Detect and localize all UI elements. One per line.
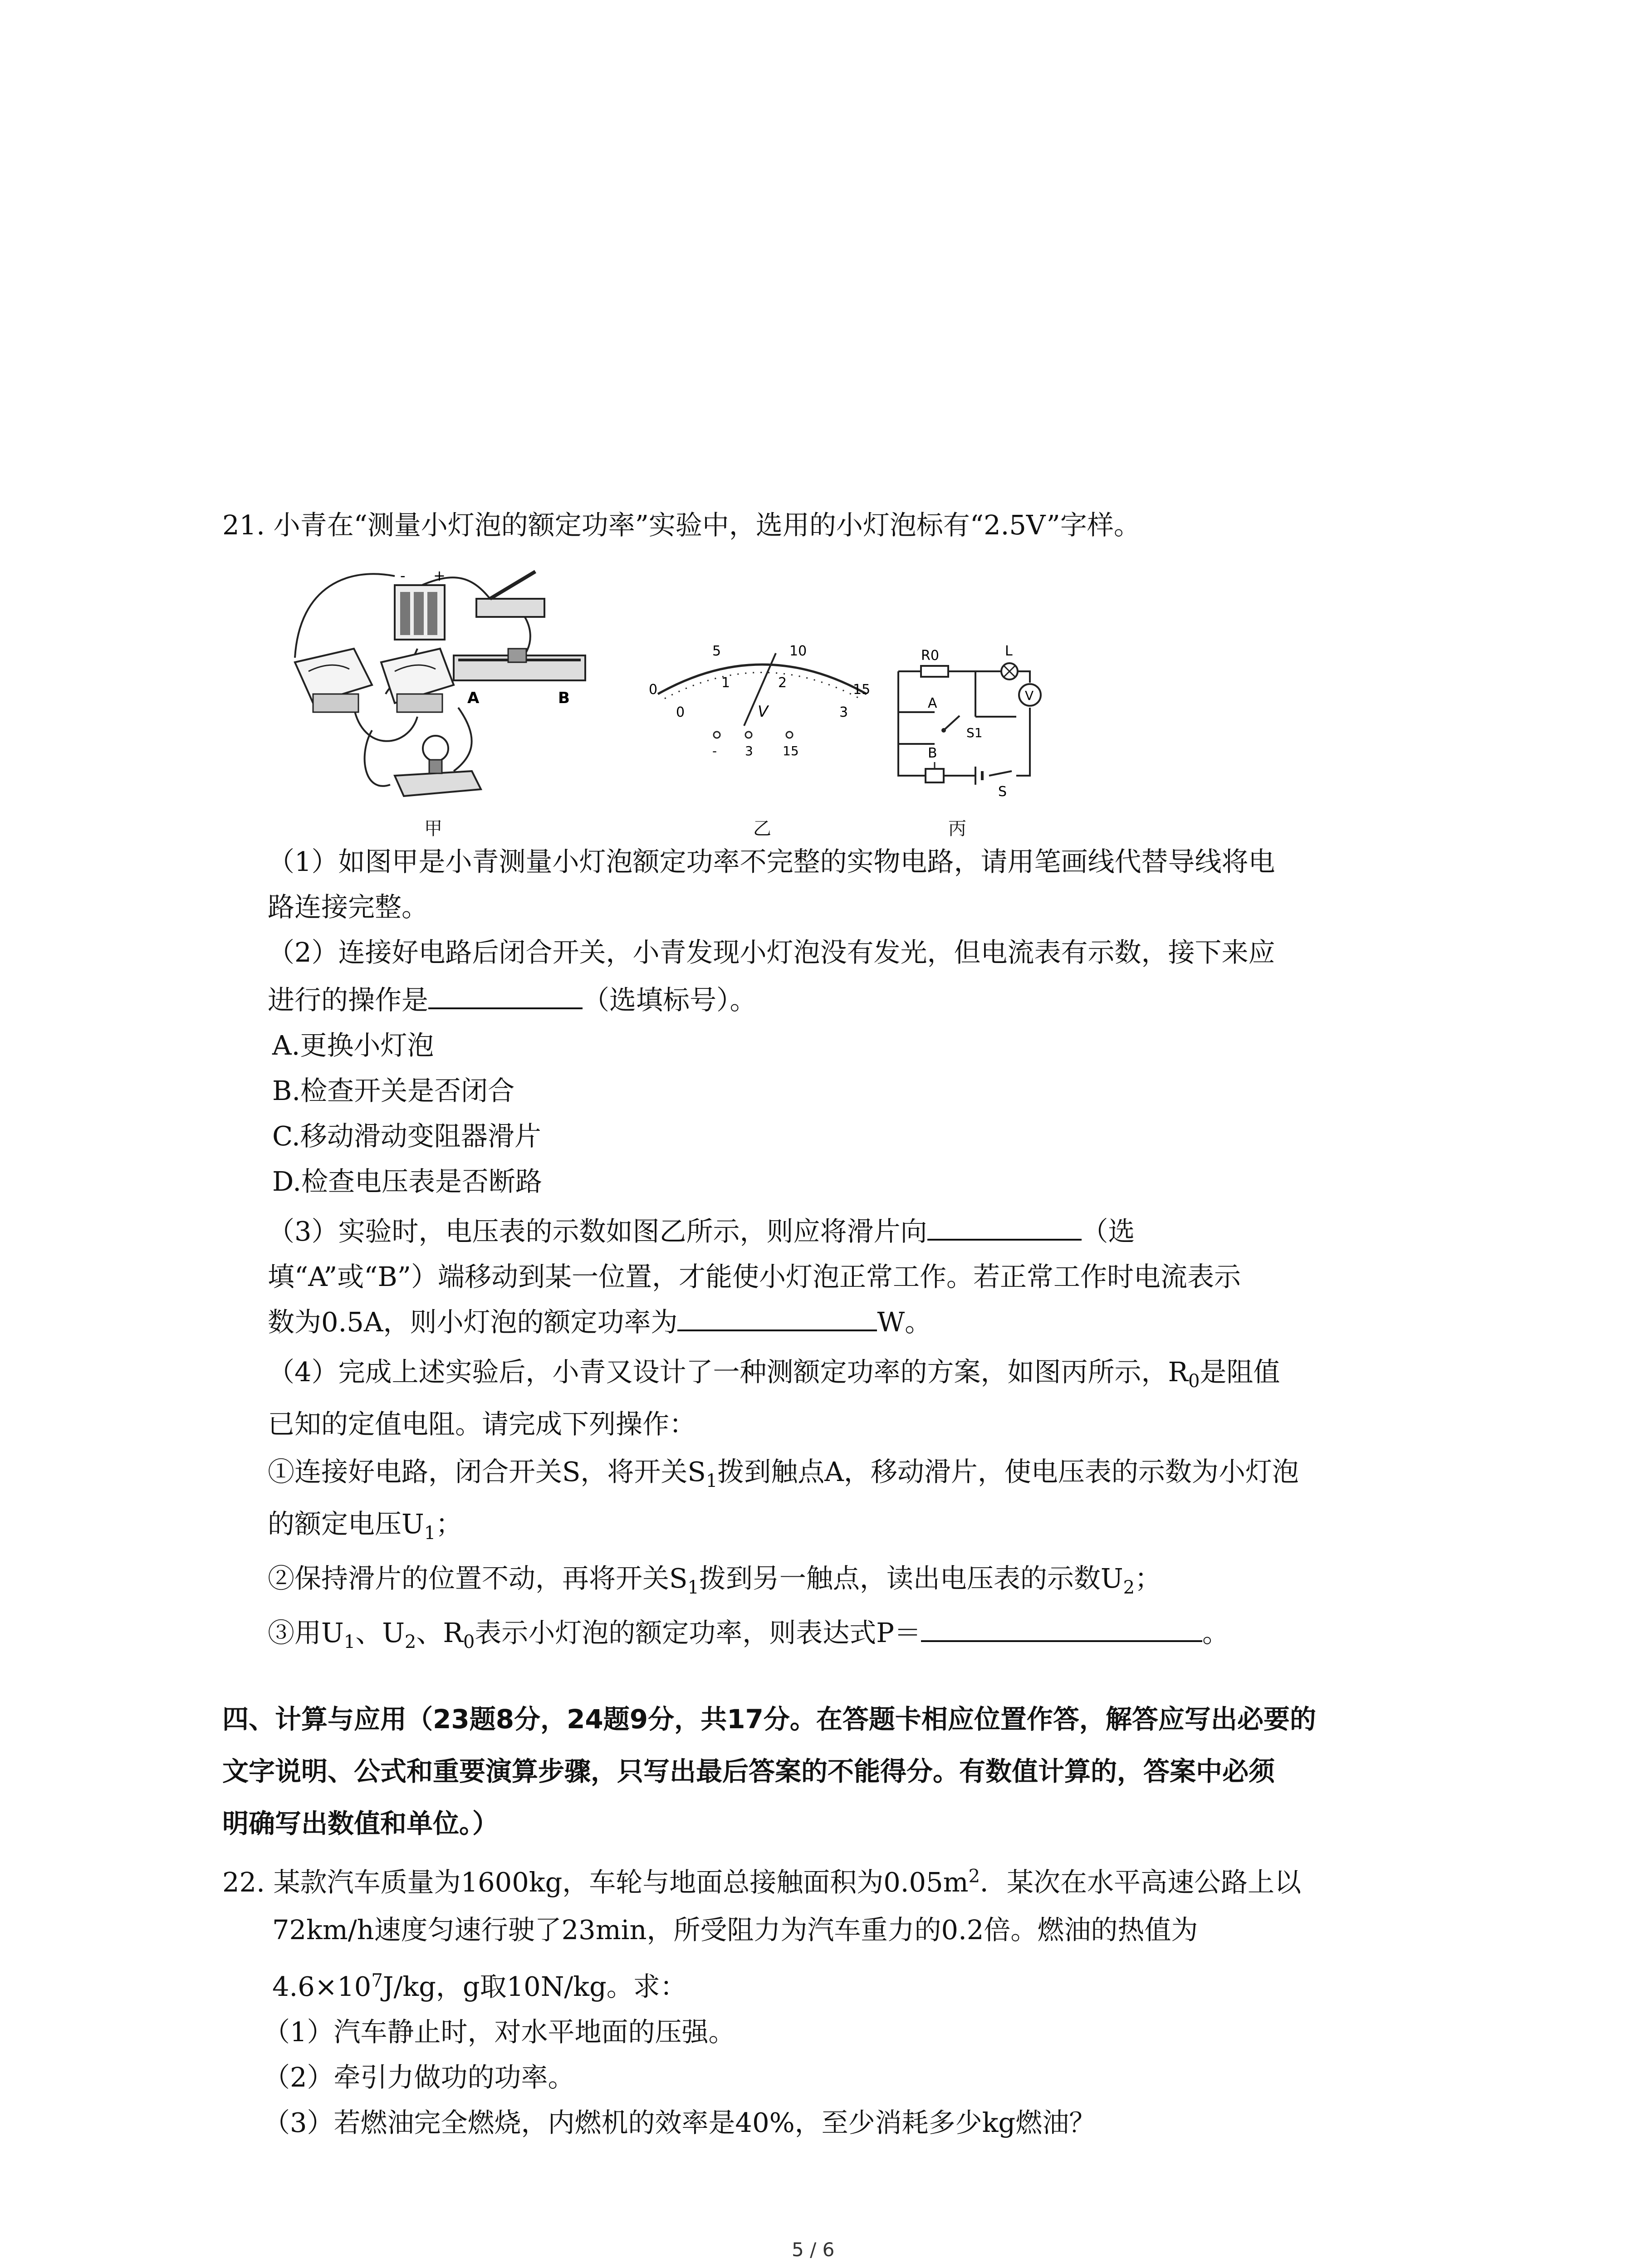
q21-part2-text: 进行的操作是 xyxy=(268,984,429,1016)
bulb-icon xyxy=(395,736,481,796)
tick-top-0: 0 xyxy=(649,682,658,698)
step2-text: ②保持滑片的位置不动，再将开关S xyxy=(268,1563,688,1594)
q21-part3-unit: W。 xyxy=(877,1306,932,1338)
option-c: C.移动滑动变阻器滑片 xyxy=(272,1120,541,1152)
q21-part3-hint: （选 xyxy=(1081,1216,1135,1247)
step3-line xyxy=(268,1615,1229,1651)
step3-text: ③用U xyxy=(268,1617,344,1648)
q22-text3: 4.6×10 xyxy=(272,1971,372,2002)
option-a: A.更换小灯泡 xyxy=(272,1030,434,1061)
label-v: V xyxy=(1025,688,1034,703)
step2-text3: ； xyxy=(1135,1563,1162,1594)
q21-part2-line1: （2）连接好电路后闭合开关，小青发现小灯泡没有发光，但电流表有示数，接下来应 xyxy=(268,937,1275,968)
answer-blank-part3-power[interactable] xyxy=(677,1329,877,1331)
meter-terminal-3: 3 xyxy=(745,743,753,758)
tick-bottom-2: 2 xyxy=(778,675,787,691)
step1-text: ①连接好电路，闭合开关S，将开关S xyxy=(268,1456,706,1487)
page-number: 5 / 6 xyxy=(792,2239,835,2261)
q21-part3-text: （3）实验时，电压表的示数如图乙所示，则应将滑片向 xyxy=(268,1216,927,1247)
q22-sup1: 2 xyxy=(968,1866,980,1887)
label-r0: R0 xyxy=(921,648,939,664)
q21-part4-line1 xyxy=(268,1354,1280,1390)
section4-heading-line1: 四、计算与应用（23题8分，24题9分，共17分。在答题卡相应位置作答，解答应写出必要的 xyxy=(222,1704,1316,1735)
figure-bing-caption: 丙 xyxy=(948,818,966,839)
q22-line1 xyxy=(222,1864,1301,1901)
step3-sub3: 0 xyxy=(463,1631,475,1652)
q21-part3-line2: 填“A”或“B”）端移动到某一位置，才能使小灯泡正常工作。若正常工作时电流表示 xyxy=(268,1261,1241,1292)
q21-part2-hint: （选填标号）。 xyxy=(583,984,757,1016)
q22-line3 xyxy=(272,1969,687,2005)
q21-part3-text2: 数为0.5A，则小灯泡的额定功率为 xyxy=(268,1306,678,1338)
lamp-icon xyxy=(1001,663,1018,679)
section4-heading-line3: 明确写出数值和单位。） xyxy=(222,1808,499,1839)
step1-text3: 的额定电压U xyxy=(268,1508,424,1540)
terminal-b-label: B xyxy=(558,689,570,707)
tick-top-15: 15 xyxy=(853,682,871,698)
section4-heading-line2: 文字说明、公式和重要演算步骤，只写出最后答案的不能得分。有数值计算的，答案中必须 xyxy=(222,1756,1275,1787)
q21-part3-line3 xyxy=(268,1304,931,1340)
option-d: D.检查电压表是否断路 xyxy=(272,1166,542,1197)
tick-top-5: 5 xyxy=(712,643,721,659)
battery-pos-label: + xyxy=(433,567,446,584)
step1-line1 xyxy=(268,1454,1299,1490)
label-s1: S1 xyxy=(966,725,983,740)
tick-bottom-1: 1 xyxy=(721,675,730,691)
q21-part2-line2 xyxy=(268,982,757,1018)
q21-part4-line2: 已知的定值电阻。请完成下列操作： xyxy=(268,1408,696,1440)
figure-jia-caption: 甲 xyxy=(424,818,442,839)
step1-text2: 拨到触点A，移动滑片，使电压表的示数为小灯泡 xyxy=(717,1456,1299,1487)
step1-sub2: 1 xyxy=(424,1522,436,1544)
rheostat-symbol-icon xyxy=(926,769,944,782)
step3-sub2: 2 xyxy=(404,1631,416,1652)
label-b: B xyxy=(928,745,937,761)
figure-yi-caption: 乙 xyxy=(753,818,771,839)
step3-text4: 表示小灯泡的额定功率，则表达式P＝ xyxy=(475,1617,921,1648)
resistor-r0-icon xyxy=(921,666,948,677)
q21-stem: 21. 小青在“测量小灯泡的额定功率”实验中，选用的小灯泡标有“2.5V”字样。 xyxy=(222,509,1141,541)
figure-yi-dial xyxy=(640,631,885,767)
answer-blank-expression[interactable] xyxy=(921,1640,1202,1642)
q22-part3: （3）若燃油完全燃烧，内燃机的效率是40%，至少消耗多少kg燃油？ xyxy=(263,2107,1096,2138)
ammeter-icon xyxy=(295,649,372,712)
meter-unit-label: V xyxy=(758,703,769,721)
figure-jia-circuit xyxy=(281,558,599,812)
tick-bottom-0: 0 xyxy=(676,704,685,720)
q22-text3b: J/kg，g取10N/kg。求： xyxy=(382,1971,687,2002)
q22-sup3: 7 xyxy=(371,1970,383,1991)
step3-end: 。 xyxy=(1202,1617,1229,1648)
q22-line2: 72km/h速度匀速行驶了23min，所受阻力为汽车重力的0.2倍。燃油的热值为 xyxy=(272,1914,1198,1945)
meter-terminal-neg: - xyxy=(712,743,717,758)
answer-blank-part3-direction[interactable] xyxy=(927,1238,1082,1241)
figure-bing-schematic xyxy=(880,640,1071,812)
battery-neg-label: - xyxy=(400,567,406,584)
q21-part4-sub: 0 xyxy=(1188,1370,1200,1392)
voltmeter-icon xyxy=(381,649,454,712)
label-s: S xyxy=(998,784,1007,800)
step1-line2 xyxy=(268,1506,462,1542)
rheostat-icon xyxy=(454,649,585,707)
answer-blank-part2[interactable] xyxy=(428,1007,583,1009)
step1-text4: ； xyxy=(436,1508,463,1540)
option-b: B.检查开关是否闭合 xyxy=(272,1075,515,1106)
label-l: L xyxy=(1005,643,1013,659)
terminal-a-label: A xyxy=(467,689,480,707)
q22-part2: （2）牵引力做功的功率。 xyxy=(263,2062,575,2093)
q22-text1: 22. 某款汽车质量为1600kg，车轮与地面总接触面积为0.05m xyxy=(222,1867,969,1898)
step2-text2: 拨到另一触点，读出电压表的示数U xyxy=(699,1563,1123,1594)
q21-part3-line1 xyxy=(268,1213,1135,1250)
tick-top-10: 10 xyxy=(789,643,807,659)
q22-part1: （1）汽车静止时，对水平地面的压强。 xyxy=(263,2016,735,2048)
q21-part1-line2: 路连接完整。 xyxy=(268,891,429,923)
q21-part1-line1: （1）如图甲是小青测量小灯泡额定功率不完整的实物电路，请用笔画线代替导线将电 xyxy=(268,846,1275,877)
label-a: A xyxy=(928,695,937,711)
step2-line xyxy=(268,1560,1161,1597)
step2-sub2: 2 xyxy=(1123,1577,1135,1598)
step3-text2: 、U xyxy=(355,1617,405,1648)
step2-sub: 1 xyxy=(687,1577,699,1598)
step3-sub1: 1 xyxy=(343,1631,356,1652)
tick-bottom-3: 3 xyxy=(839,704,848,720)
q21-part4-text: （4）完成上述实验后，小青又设计了一种测额定功率的方案，如图丙所示，R xyxy=(268,1356,1188,1388)
step3-text3: 、R xyxy=(416,1617,463,1648)
q21-part4-text2: 是阻值 xyxy=(1200,1356,1280,1388)
battery-icon xyxy=(395,567,446,640)
step1-sub: 1 xyxy=(705,1470,718,1491)
q22-text1b: ．某次在水平高速公路上以 xyxy=(980,1867,1302,1898)
meter-terminal-15: 15 xyxy=(783,743,799,758)
